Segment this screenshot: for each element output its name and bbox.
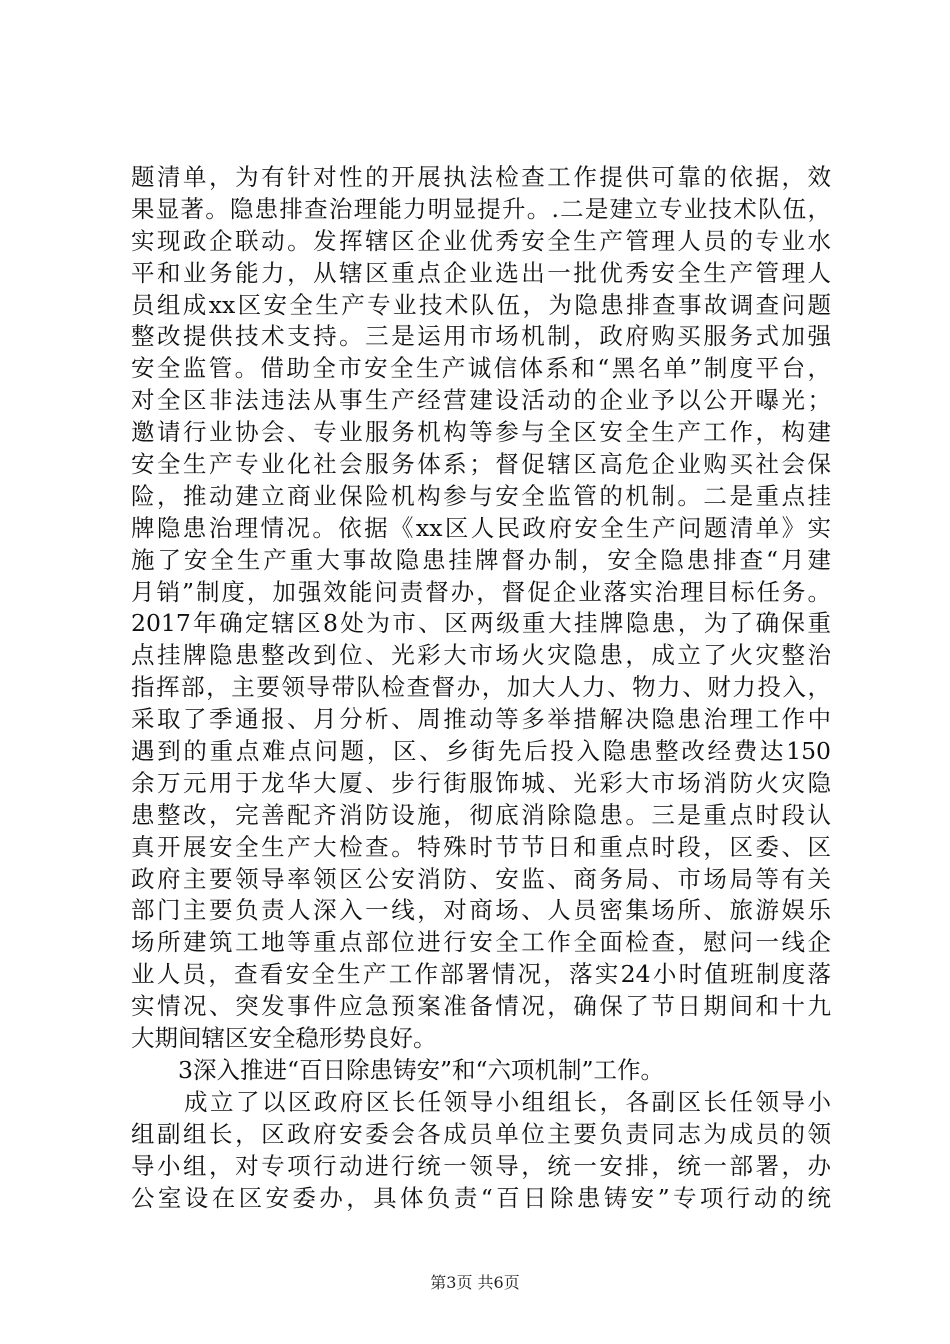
text-line: 2017年确定辖区8处为市、区两级重大挂牌隐患，为了确保重 bbox=[131, 609, 831, 638]
text-line: 整改提供技术支持。三是运用市场机制，政府购买服务式加强 bbox=[131, 322, 831, 351]
text-line: 牌隐患治理情况。依据《xx区人民政府安全生产问题清单》实 bbox=[131, 513, 831, 542]
text-line: 邀请行业协会、专业服务机构等参与全区安全生产工作，构建 bbox=[131, 418, 831, 447]
text-line: 余万元用于龙华大厦、步行街服饰城、光彩大市场消防火灾隐 bbox=[131, 768, 831, 797]
text-line: 点挂牌隐患整改到位、光彩大市场火灾隐患，成立了火灾整治 bbox=[131, 641, 831, 670]
paragraph-first-line: 成立了以区政府区长任领导小组组长，各副区长任领导小 bbox=[184, 1087, 831, 1116]
text-line: 对全区非法违法从事生产经营建设活动的企业予以公开曝光； bbox=[131, 386, 831, 415]
text-line: 安全生产专业化社会服务体系；督促辖区高危企业购买社会保 bbox=[131, 450, 831, 479]
text-line: 真开展安全生产大检查。特殊时节节日和重点时段，区委、区 bbox=[131, 832, 831, 861]
text-line: 遇到的重点难点问题，区、乡街先后投入隐患整改经费达150 bbox=[131, 737, 831, 766]
text-line: 安全监管。借助全市安全生产诚信体系和“黑名单”制度平台， bbox=[131, 354, 831, 383]
text-line: 导小组，对专项行动进行统一领导，统一安排，统一部署，办 bbox=[131, 1151, 831, 1180]
text-line: 业人员，查看安全生产工作部署情况，落实24小时值班制度落 bbox=[131, 960, 831, 989]
page-footer bbox=[0, 1270, 950, 1293]
text-line: 采取了季通报、月分析、周推动等多举措解决隐患治理工作中 bbox=[131, 705, 831, 734]
text-line: 指挥部，主要领导带队检查督办，加大人力、物力、财力投入， bbox=[131, 673, 831, 702]
text-line: 平和业务能力，从辖区重点企业选出一批优秀安全生产管理人 bbox=[131, 258, 831, 287]
text-line: 月销”制度，加强效能问责督办，督促企业落实治理目标任务。 bbox=[131, 577, 831, 606]
text-line: 实情况、突发事件应急预案准备情况，确保了节日期间和十九 bbox=[131, 992, 831, 1021]
text-line: 部门主要负责人深入一线，对商场、人员密集场所、旅游娱乐 bbox=[131, 896, 831, 925]
section-heading: 3深入推进“百日除患铸安”和“六项机制”工作。 bbox=[178, 1055, 665, 1084]
text-line: 政府主要领导率领区公安消防、安监、商务局、市场局等有关 bbox=[131, 864, 831, 893]
text-line: 患整改，完善配齐消防设施，彻底消除隐患。三是重点时段认 bbox=[131, 800, 831, 829]
text-line: 险，推动建立商业保险机构参与安全监管的机制。二是重点挂 bbox=[131, 481, 831, 510]
text-line: 果显著。隐患排查治理能力明显提升。.二是建立专业技术队伍， bbox=[131, 194, 831, 223]
text-line: 施了安全生产重大事故隐患挂牌督办制，安全隐患排查“月建 bbox=[131, 545, 831, 574]
text-line: 场所建筑工地等重点部位进行安全工作全面检查，慰问一线企 bbox=[131, 928, 831, 957]
page-number-label: 第3页 共6页 bbox=[430, 1273, 520, 1292]
text-line: 员组成xx区安全生产专业技术队伍，为隐患排查事故调查问题 bbox=[131, 290, 831, 319]
text-line: 题清单，为有针对性的开展执法检查工作提供可靠的依据，效 bbox=[131, 163, 831, 191]
body-text bbox=[131, 162, 831, 1214]
text-line: 实现政企联动。发挥辖区企业优秀安全生产管理人员的专业水 bbox=[131, 226, 831, 255]
text-line: 组副组长，区政府安委会各成员单位主要负责同志为成员的领 bbox=[131, 1119, 831, 1148]
text-line: 公室设在区安委办，具体负责“百日除患铸安”专项行动的统 bbox=[131, 1183, 831, 1212]
text-line: 大期间辖区安全稳形势良好。 bbox=[131, 1024, 437, 1053]
